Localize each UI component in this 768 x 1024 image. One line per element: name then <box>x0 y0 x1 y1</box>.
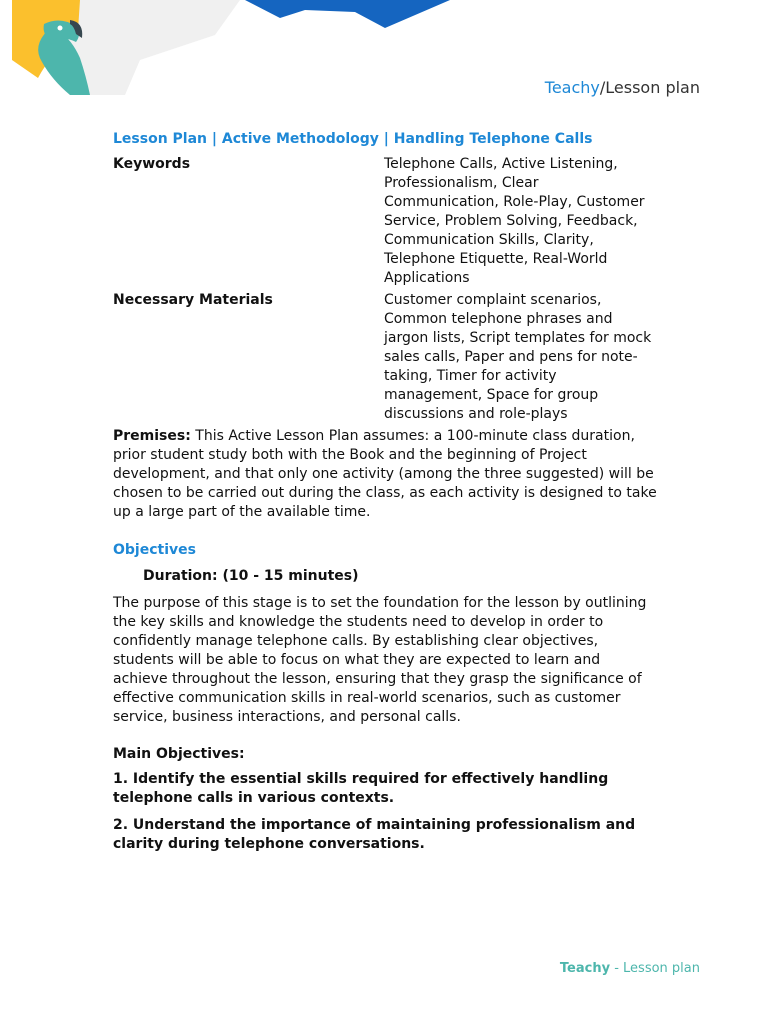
footer-section-name: Lesson plan <box>623 961 700 976</box>
keywords-row <box>113 155 658 288</box>
objectives-purpose: The purpose of this stage is to set the foundation for the lesson by outlining the key skills and knowledge the students need to develop in order to confidently manage telephone calls. By establishing clear objectives, students will be able to focus on what they are expected to learn and achieve throughout the lesson, ensuring that they grasp the significance of effective communication skills in real-world scenarios, such as customer service, business interactions, and personal calls. <box>113 595 647 725</box>
materials-row <box>113 291 658 424</box>
keywords-value: Telephone Calls, Active Listening, Professionalism, Clear Communication, Role-Play, Customer Service, Problem Solving, Feedback, Communication Skills, Clarity, Telephone Etiquette, Real-World Applications <box>384 156 645 286</box>
premises-text: This Active Lesson Plan assumes: a 100-minute class duration, prior student study both with the Book and the beginning of Project development, and that only one activity (among the three suggested) will be chosen to be carried out during the class, as each activity is designed to take up a large part of the available time. <box>113 428 657 520</box>
main-objectives-heading: Main Objectives: <box>113 746 245 762</box>
keywords-label: Keywords <box>113 156 191 172</box>
premises-paragraph <box>113 427 658 522</box>
document-body <box>113 130 658 862</box>
header-decoration <box>0 0 470 100</box>
decor-grey-shape <box>70 0 240 95</box>
footer-brand <box>560 961 700 976</box>
header-brand-separator: / <box>599 78 606 97</box>
objectives-duration: Duration: (10 - 15 minutes) <box>143 568 359 584</box>
header-brand <box>545 78 700 97</box>
footer-brand-separator: - <box>610 961 624 976</box>
document-title: Lesson Plan | Active Methodology | Handling Telephone Calls <box>113 131 593 147</box>
objective-item-2: 2. Understand the importance of maintaining professionalism and clarity during telephone conversations. <box>113 817 636 852</box>
objective-item-1: 1. Identify the essential skills required for effectively handling telephone calls in various contexts. <box>113 771 609 806</box>
materials-value: Customer complaint scenarios, Common telephone phrases and jargon lists, Script templates for mock sales calls, Paper and pens for note-taking, Timer for activity management, Space for group discussions and role-plays <box>384 292 652 422</box>
header-brand-name: Teachy <box>544 78 600 97</box>
materials-label: Necessary Materials <box>113 292 273 308</box>
decor-blue-shape <box>245 0 450 28</box>
premises-lead: Premises: <box>113 428 191 444</box>
header-section-name: Lesson plan <box>605 78 700 97</box>
objectives-heading: Objectives <box>113 542 196 558</box>
footer-brand-name: Teachy <box>559 961 611 976</box>
